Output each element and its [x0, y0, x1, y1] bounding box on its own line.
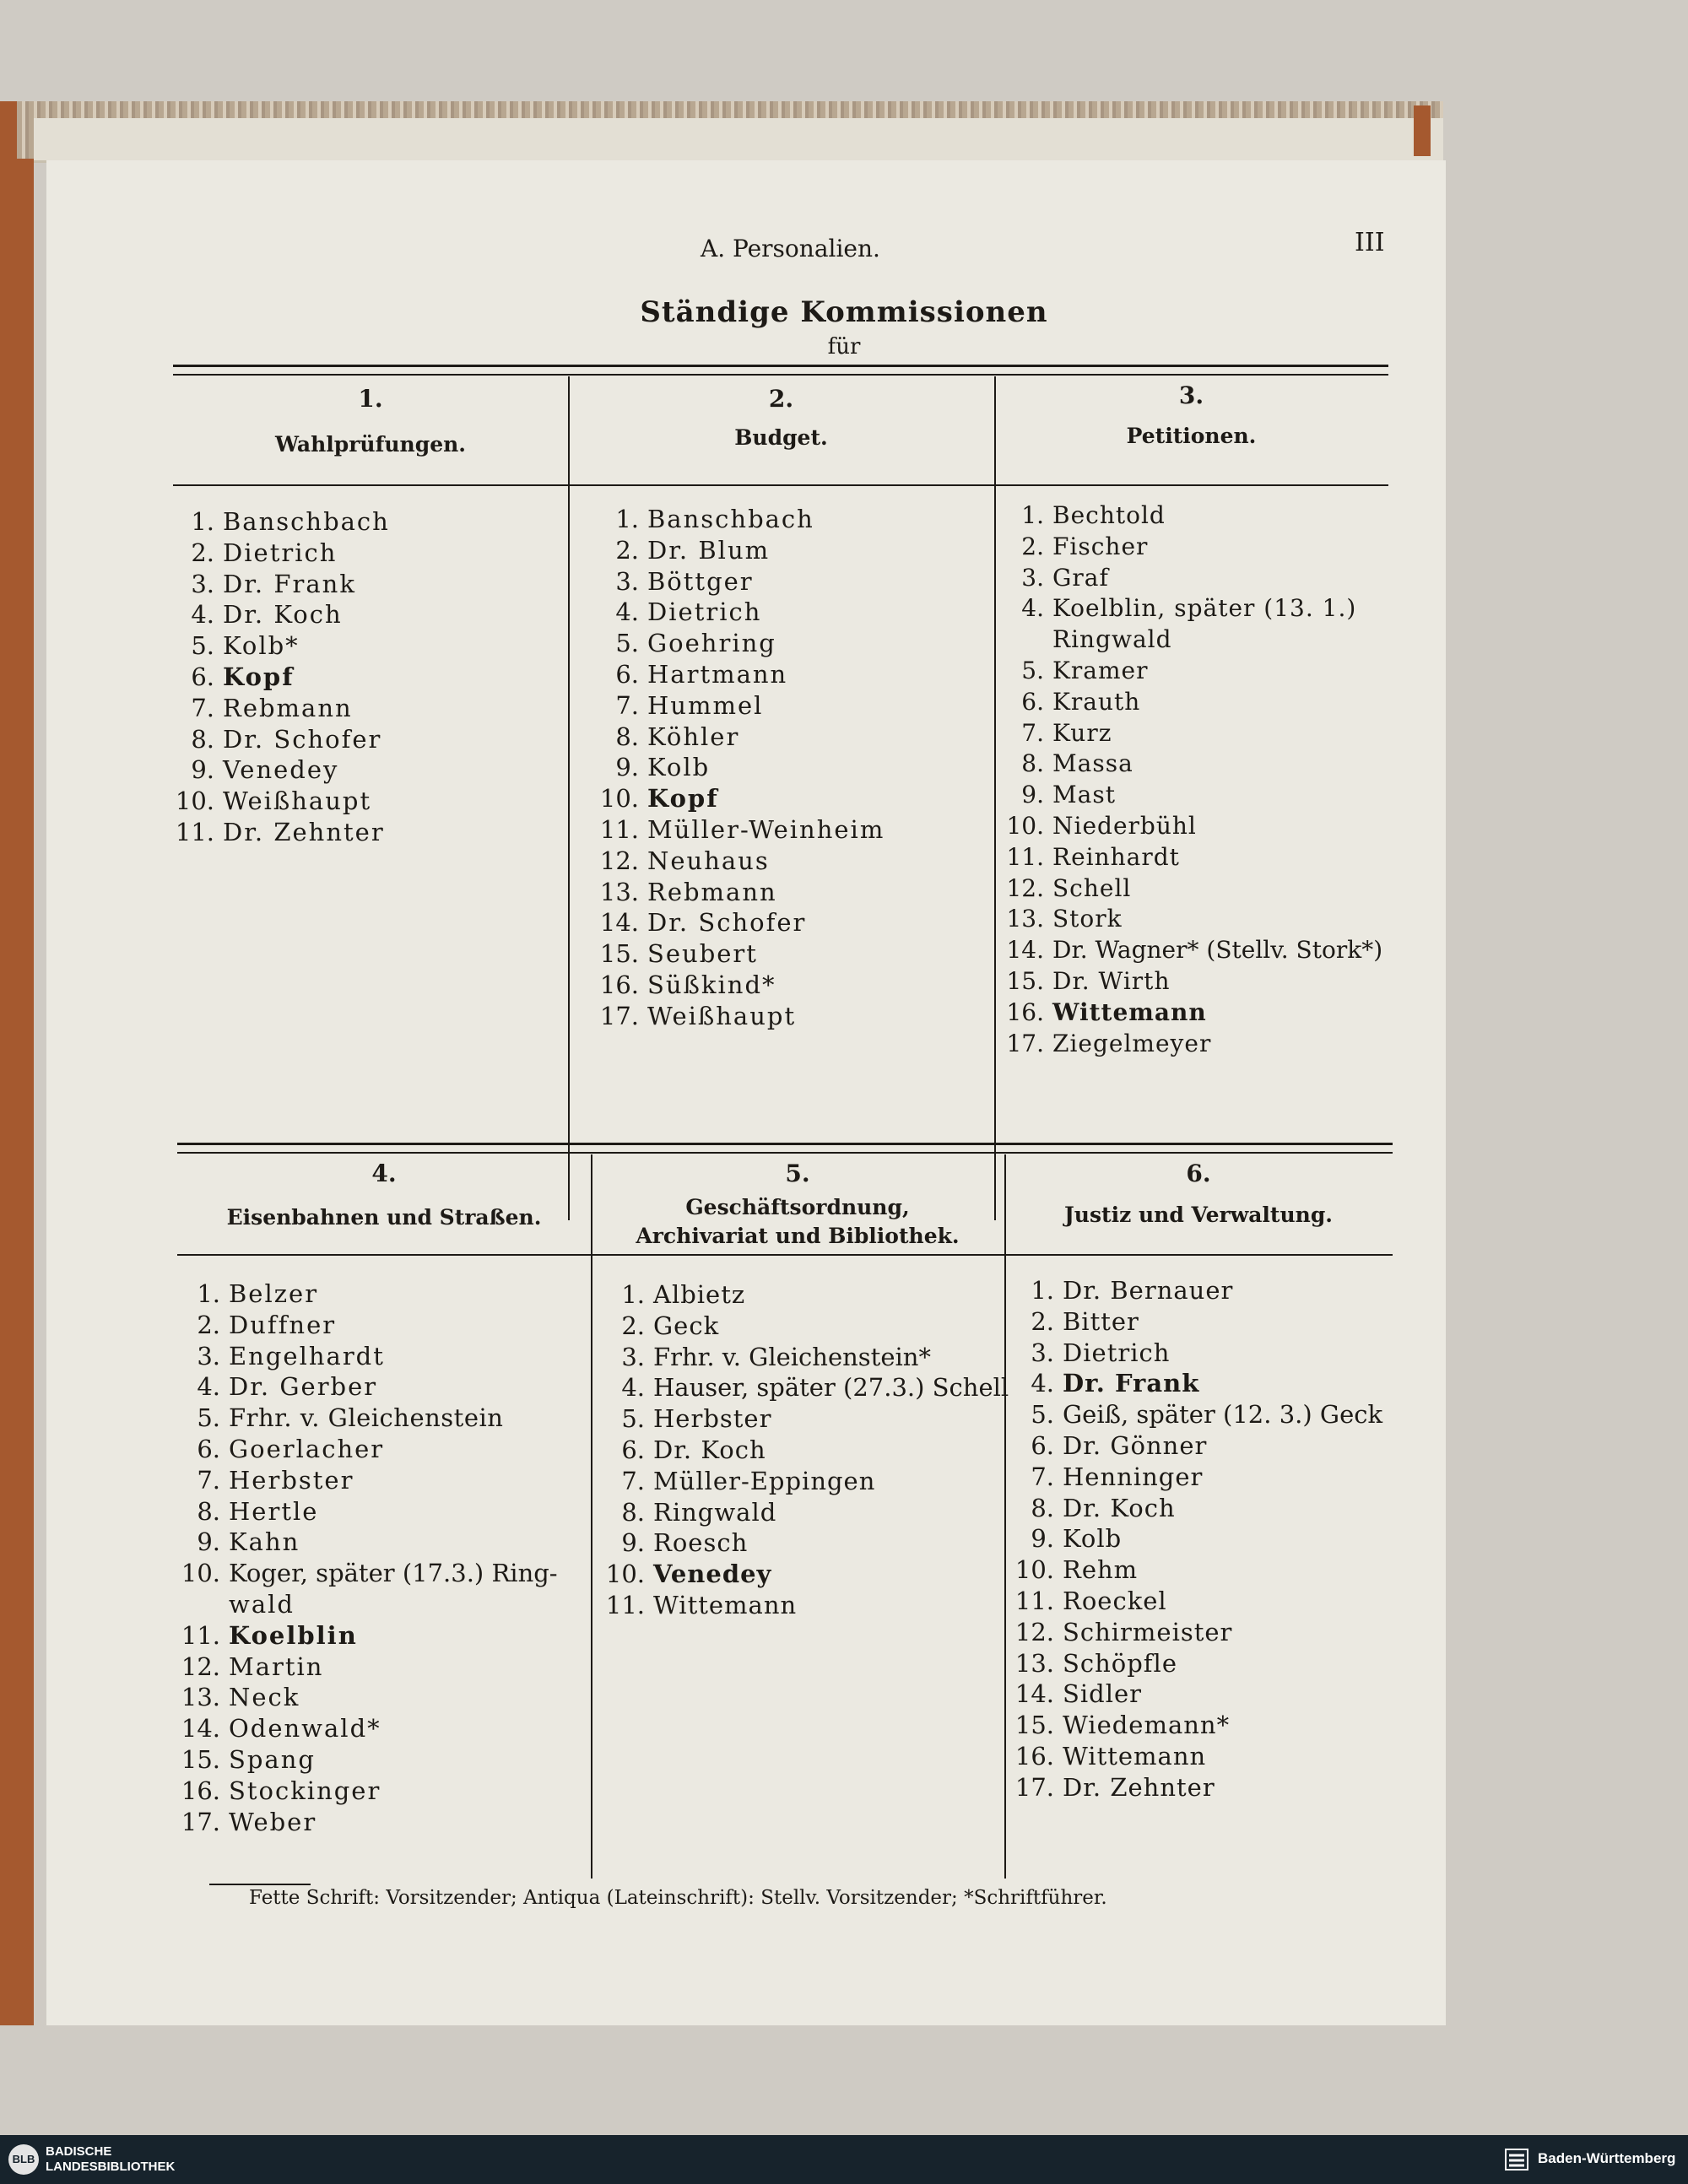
commission-2-number: 2. — [768, 385, 794, 413]
list-item: 4. Dr. Frank — [1031, 1369, 1200, 1398]
list-item: 8. Dr. Koch — [1031, 1493, 1176, 1522]
list-item: 7. Hummel — [615, 690, 764, 720]
list-item: 8. Köhler — [615, 722, 740, 751]
list-item: 5. Frhr. v. Gleichenstein — [197, 1403, 504, 1433]
list-item: 7. Müller-Eppingen — [621, 1466, 876, 1495]
list-item: 1. Albietz — [621, 1280, 746, 1309]
list-item: 4. Koelblin, später (13. 1.) — [1021, 594, 1357, 623]
list-item: 6. Kopf — [191, 662, 295, 691]
list-item: 1. Banschbach — [191, 507, 390, 536]
list-item: 11. Müller-Weinheim — [599, 814, 885, 844]
commission-2-heading: Budget. — [734, 425, 828, 450]
list-item: 6. Goerlacher — [197, 1434, 385, 1463]
commission-5-heading-line-1: Geschäftsordnung, — [685, 1195, 910, 1219]
list-item: 10. Kopf — [599, 784, 719, 814]
list-item: 17. Weber — [181, 1807, 317, 1836]
list-item: 14. Dr. Wagner* (Stellv. Stork*) — [1006, 936, 1383, 965]
list-item: 9. Kahn — [197, 1527, 300, 1557]
list-item: 12. Schell — [1006, 873, 1132, 902]
list-item: 11. Wittemann — [605, 1590, 798, 1619]
commission-4-list — [175, 1279, 558, 1837]
running-header: A. Personalien. — [701, 235, 880, 262]
upper-header-rule — [173, 484, 1388, 486]
list-item: 14. Sidler — [1014, 1679, 1143, 1709]
list-item: 5. Geiß, später (12. 3.) Geck — [1031, 1400, 1383, 1430]
list-item: 2. Bitter — [1031, 1306, 1139, 1336]
list-item: 2. Dr. Blum — [615, 535, 771, 565]
lower-header-rule — [177, 1254, 1393, 1256]
book-cover-edge — [1414, 105, 1431, 156]
list-item: 2. Fischer — [1021, 532, 1149, 560]
list-item: 9. Kolb — [1031, 1524, 1123, 1554]
list-item: 7. Rebmann — [191, 693, 353, 722]
list-item: 2. Duffner — [197, 1310, 337, 1339]
upper-divider-1 — [568, 376, 570, 1220]
list-item: 10. Niederbühl — [1006, 811, 1197, 840]
commission-1-heading: Wahlprüfungen. — [275, 432, 466, 457]
list-item: 2. Dietrich — [191, 538, 338, 567]
commission-5-list — [599, 1279, 1009, 1621]
list-item: 13. Schöpfle — [1014, 1648, 1177, 1678]
list-item: 9. Mast — [1021, 781, 1116, 809]
list-item: 1. Bechtold — [1021, 501, 1166, 529]
list-item: 4. Dietrich — [615, 597, 762, 627]
commission-5-heading — [591, 1193, 1004, 1251]
list-item: 11. Dr. Zehnter — [175, 817, 385, 846]
list-item: 17. Weißhaupt — [599, 1001, 797, 1030]
list-item: 6. Hartmann — [615, 659, 788, 689]
commission-4-heading: Eisenbahnen und Straßen. — [226, 1205, 542, 1230]
commission-5-heading-line-2: Archivariat und Bibliothek. — [636, 1224, 960, 1248]
list-item: 15. Wiedemann* — [1014, 1711, 1231, 1740]
page-top-edge — [34, 118, 1443, 163]
list-item: 1. Dr. Bernauer — [1031, 1276, 1234, 1305]
commission-4-number: 4. — [371, 1160, 397, 1187]
list-item: 5. Herbster — [621, 1404, 772, 1434]
commission-1-list — [169, 506, 390, 848]
list-item: 5. Goehring — [615, 629, 776, 658]
list-item: 11. Roeckel — [1014, 1586, 1167, 1615]
list-item: 14. Odenwald* — [181, 1714, 381, 1743]
list-item: 7. Kurz — [1021, 718, 1112, 747]
list-item: 14. Dr. Schofer — [599, 908, 807, 938]
list-item: 1. Banschbach — [615, 505, 814, 533]
commission-5-number: 5. — [785, 1160, 810, 1187]
list-item: 10. Weißhaupt — [175, 787, 372, 816]
list-item: 3. Graf — [1021, 563, 1109, 592]
list-item: 16. Wittemann — [1006, 997, 1207, 1026]
state-logo-text[interactable]: Baden-Württemberg — [1538, 2150, 1676, 2166]
list-item: 2. Geck — [621, 1311, 720, 1340]
list-item: 5. Kolb* — [191, 631, 300, 661]
list-item: 4. Hauser, später (27.3.) Schell — [621, 1373, 1009, 1403]
library-name-line-1: BADISCHE — [46, 2144, 112, 2159]
commission-3-heading: Petitionen. — [1126, 424, 1257, 448]
list-item: 16. Wittemann — [1014, 1741, 1207, 1770]
list-item: 12. Martin — [181, 1652, 324, 1681]
blb-logo-icon[interactable]: BLB — [8, 2144, 39, 2175]
commission-6-heading: Justiz und Verwaltung. — [1063, 1203, 1334, 1227]
footnote-rule — [209, 1884, 311, 1885]
list-item: 8. Hertle — [197, 1496, 319, 1526]
list-item: 8. Dr. Schofer — [191, 724, 382, 754]
list-item: 6. Dr. Gönner — [1031, 1430, 1208, 1460]
list-item: 3. Dietrich — [1031, 1338, 1171, 1367]
list-item: 13. Stork — [1006, 905, 1123, 933]
list-item: 1. Belzer — [197, 1279, 319, 1308]
list-item: 3. Frhr. v. Gleichenstein* — [621, 1342, 931, 1371]
list-item: 15. Spang — [181, 1744, 316, 1774]
page-title: Ständige Kommissionen — [640, 295, 1048, 329]
list-item: 10. Venedey — [605, 1560, 772, 1589]
list-item: 15. Dr. Wirth — [1006, 966, 1171, 995]
list-item: 13. Neck — [181, 1683, 300, 1712]
list-item: 3. Dr. Frank — [191, 569, 356, 598]
list-item: 6. Krauth — [1021, 687, 1141, 716]
list-item: 7. Herbster — [197, 1465, 354, 1495]
list-item: 11. Koelblin — [181, 1620, 358, 1650]
list-item: 17. Ziegelmeyer — [1006, 1029, 1212, 1057]
list-item: wald — [229, 1589, 295, 1619]
list-item: 9. Kolb — [615, 753, 711, 782]
page-subtitle: für — [827, 334, 861, 359]
list-item: 5. Kramer — [1021, 656, 1149, 684]
list-item: 3. Engelhardt — [197, 1341, 385, 1370]
list-item: 9. Roesch — [621, 1528, 749, 1558]
list-item: 3. Böttger — [615, 566, 754, 596]
list-item: 11. Reinhardt — [1006, 842, 1180, 871]
list-item: 15. Seubert — [599, 939, 758, 969]
list-item: 8. Massa — [1021, 749, 1133, 778]
book-spine — [0, 101, 34, 2025]
list-item: 17. Dr. Zehnter — [1014, 1772, 1215, 1802]
upper-divider-2 — [994, 376, 996, 1220]
lower-table-top-rule — [177, 1143, 1393, 1154]
commission-3-number: 3. — [1178, 381, 1204, 409]
footnote: Fette Schrift: Vorsitzender; Antiqua (Lateinschrift): Stellv. Vorsitzender; *Schriftführer. — [249, 1887, 1107, 1909]
lower-divider-1 — [591, 1154, 592, 1879]
library-name-line-2: LANDESBIBLIOTHEK — [46, 2160, 176, 2174]
list-item: Ringwald — [1052, 625, 1172, 654]
list-item: 10. Koger, später (17.3.) Ring- — [181, 1559, 558, 1588]
library-name[interactable] — [46, 2144, 175, 2175]
list-item: 16. Stockinger — [181, 1776, 381, 1805]
list-item: 12. Neuhaus — [599, 846, 770, 875]
list-item: 7. Henninger — [1031, 1462, 1204, 1491]
commission-1-number: 1. — [358, 385, 383, 413]
list-item: 12. Schirmeister — [1014, 1617, 1233, 1646]
page-number: III — [1355, 228, 1385, 257]
list-item: 16. Süßkind* — [599, 970, 776, 999]
state-crest-icon — [1504, 2148, 1529, 2171]
list-item: 10. Rehm — [1014, 1555, 1139, 1585]
upper-table-top-rule — [173, 365, 1388, 376]
list-item: 13. Rebmann — [599, 877, 777, 906]
list-item: 9. Venedey — [191, 755, 339, 785]
list-item: 6. Dr. Koch — [621, 1435, 766, 1464]
commission-6-list — [1009, 1275, 1382, 1803]
list-item: 4. Dr. Koch — [191, 600, 343, 630]
commission-6-number: 6. — [1186, 1160, 1211, 1187]
list-item: 4. Dr. Gerber — [197, 1372, 378, 1402]
viewer-footer-bar — [0, 2135, 1688, 2184]
commission-2-list — [593, 504, 885, 1032]
commission-3-list — [998, 500, 1382, 1059]
list-item: 8. Ringwald — [621, 1497, 777, 1527]
